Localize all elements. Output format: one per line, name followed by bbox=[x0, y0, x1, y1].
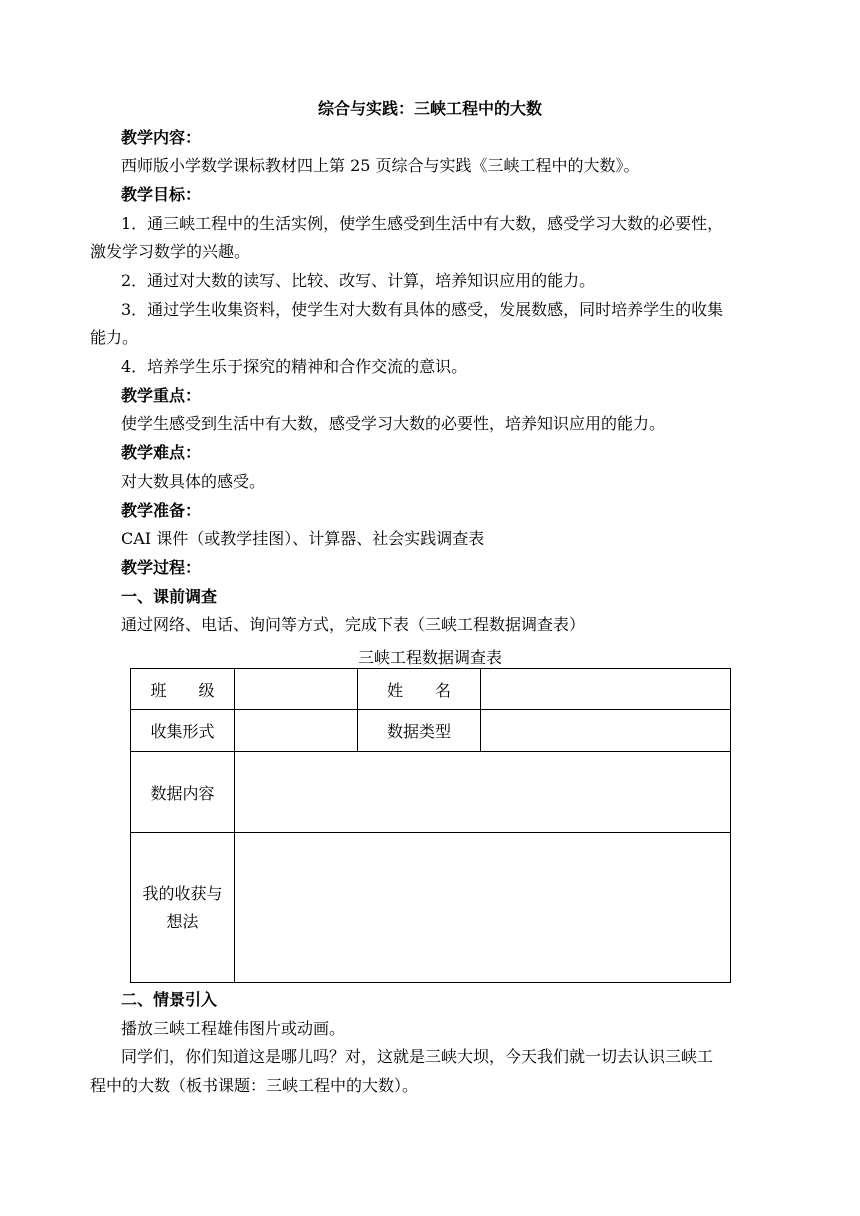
type-field[interactable] bbox=[481, 710, 731, 752]
content-heading: 教学内容： bbox=[121, 128, 202, 147]
type-label: 数据类型 bbox=[358, 710, 481, 752]
harvest-field[interactable] bbox=[235, 833, 731, 983]
name-label: 姓 名 bbox=[358, 669, 481, 710]
section-2-text-2-line-2: 程中的大数（板书课题：三峡工程中的大数）。 bbox=[90, 1076, 419, 1095]
section-2-text-1: 播放三峡工程雄伟图片或动画。 bbox=[121, 1019, 346, 1038]
table-row bbox=[131, 833, 731, 983]
goal-4: 4．培养学生乐于探究的精神和合作交流的意识。 bbox=[121, 357, 468, 376]
harvest-label-line-2: 想法 bbox=[166, 911, 199, 931]
name-field[interactable] bbox=[481, 669, 731, 710]
difficulty-text: 对大数具体的感受。 bbox=[121, 472, 266, 491]
key-text: 使学生感受到生活中有大数，感受学习大数的必要性，培养知识应用的能力。 bbox=[121, 414, 666, 433]
form-label: 收集形式 bbox=[131, 710, 235, 752]
goal-2: 2．通过对大数的读写、比较、改写、计算，培养知识应用的能力。 bbox=[121, 271, 596, 290]
document-title: 综合与实践：三峡工程中的大数 bbox=[317, 99, 542, 118]
survey-table bbox=[130, 668, 731, 983]
goal-3-line-2: 能力。 bbox=[90, 328, 139, 347]
goal-1-line-2: 激发学习数学的兴趣。 bbox=[90, 242, 251, 261]
harvest-label bbox=[131, 833, 235, 983]
class-field[interactable] bbox=[235, 669, 358, 710]
content-text: 西师版小学数学课标教材四上第 25 页综合与实践《三峡工程中的大数》。 bbox=[121, 156, 640, 175]
goal-1-line-1: 1．通三峡工程中的生活实例，使学生感受到生活中有大数，感受学习大数的必要性， bbox=[121, 214, 724, 233]
goals-heading: 教学目标： bbox=[121, 185, 202, 204]
prep-text: CAI 课件（或教学挂图）、计算器、社会实践调查表 bbox=[121, 529, 485, 548]
section-1-heading: 一、课前调查 bbox=[121, 587, 218, 606]
table-row bbox=[131, 752, 731, 833]
section-1-text: 通过网络、电话、询问等方式，完成下表（三峡工程数据调查表） bbox=[121, 615, 586, 634]
class-label: 班 级 bbox=[131, 669, 235, 710]
harvest-label-line-1: 我的收获与 bbox=[142, 883, 223, 903]
table-caption: 三峡工程数据调查表 bbox=[357, 648, 502, 667]
goal-3-line-1: 3．通过学生收集资料，使学生对大数有具体的感受，发展数感，同时培养学生的收集 bbox=[121, 300, 724, 319]
difficulty-heading: 教学难点： bbox=[121, 443, 202, 462]
content-label: 数据内容 bbox=[131, 752, 235, 833]
prep-heading: 教学准备： bbox=[121, 501, 202, 520]
content-field[interactable] bbox=[235, 752, 731, 833]
table-row bbox=[131, 710, 731, 752]
section-2-text-2-line-1: 同学们，你们知道这是哪儿吗？对，这就是三峡大坝，今天我们就一切去认识三峡工 bbox=[121, 1047, 714, 1066]
table-row bbox=[131, 669, 731, 710]
form-field[interactable] bbox=[235, 710, 358, 752]
section-2-heading: 二、情景引入 bbox=[121, 990, 218, 1009]
key-heading: 教学重点： bbox=[121, 386, 202, 405]
process-heading: 教学过程： bbox=[121, 558, 202, 577]
